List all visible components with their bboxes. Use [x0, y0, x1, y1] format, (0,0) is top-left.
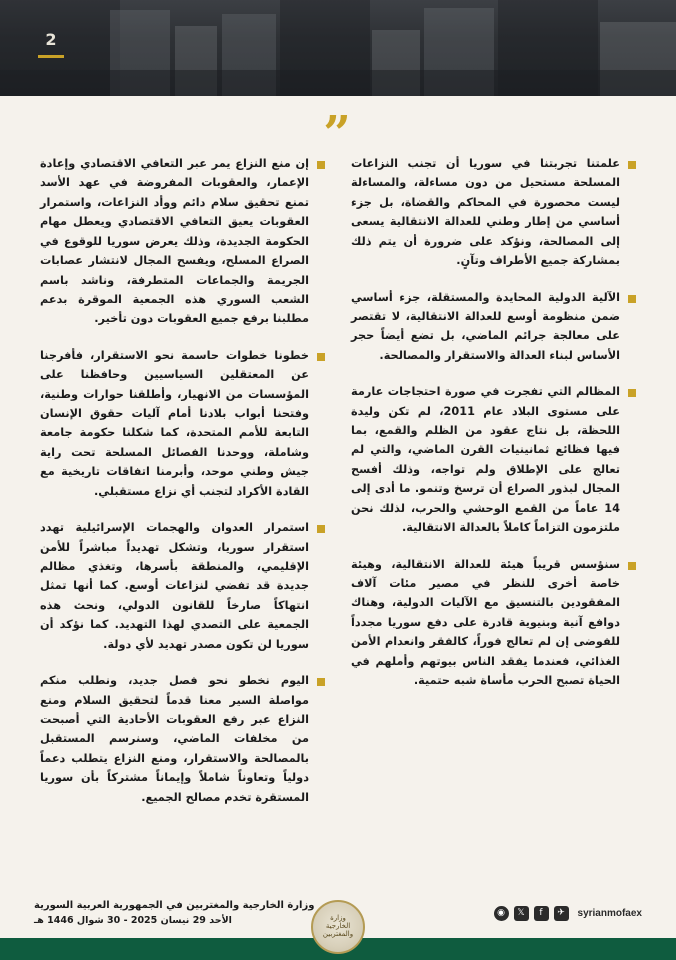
bullet-square-icon [628, 295, 636, 303]
ministry-emblem-wrapper [311, 900, 365, 954]
bullet-square-icon [317, 353, 325, 361]
body-columns [0, 144, 676, 882]
paragraph [351, 154, 636, 271]
paragraph-text: اليوم نخطو نحو فصل جديد، ونطلب منكم مواصلة السير معنا قدماً لتحقيق السلام ومنع النزاع عبر رفع العقوبات الأحادية التي أصبحت من مخلفات الماضي، وسنرسم المستقبل بالمصالحة والاستقرار، ومنع النزاع يتطلب دعماً دولياً وتعاوناً شاملاً وإيماناً مشتركاً بأن سوريا المستقرة تخدم مصالح الجميع. [40, 674, 309, 804]
paragraph [351, 288, 636, 366]
quote-mark-icon: ” [323, 106, 353, 162]
paragraph-text: خطونا خطوات حاسمة نحو الاستقرار، فأفرجنا عن المعتقلين السياسيين وحافظنا على المؤسسات من الانهيار، وأطلقنا حوارات وطنية، وفتحنا أبواب بلادنا أمام آليات حقوق الإنسان التابعة للأمم المتحدة، كما شكلنا حكومة جامعة وشاملة، ووحدنا الفصائل المسلحة تحت راية جيش وطني موحد، وأبرمنا اتفاقات تاريخية مع القادة الأكراد لتجنب أي نزاع مستقبلي. [40, 348, 309, 498]
social-handle: syrianmofaex [577, 907, 642, 919]
bullet-square-icon [317, 161, 325, 169]
quote-mark-wrapper [0, 106, 676, 162]
publication-date: الأحد 29 نيسان 2025 - 30 شوال 1446 هـ [34, 915, 232, 926]
column-left [40, 154, 325, 882]
bullet-square-icon [317, 678, 325, 686]
page-footer [0, 882, 676, 960]
ministry-emblem-icon: وزارة الخارجية والمغتربين [311, 900, 365, 954]
instagram-icon[interactable]: ◉ [494, 906, 509, 921]
x-icon[interactable]: 𝕏 [514, 906, 529, 921]
facebook-icon[interactable]: f [534, 906, 549, 921]
bullet-square-icon [628, 389, 636, 397]
column-right [351, 154, 636, 882]
paragraph [351, 382, 636, 537]
paragraph [40, 671, 325, 807]
bullet-square-icon [317, 525, 325, 533]
bullet-square-icon [628, 161, 636, 169]
telegram-icon[interactable]: ✈ [554, 906, 569, 921]
paragraph [40, 154, 325, 329]
paragraph [40, 346, 325, 501]
header-image-band [0, 0, 676, 96]
page-number-underline [38, 55, 64, 58]
ministry-info [34, 900, 314, 926]
paragraph-text: الآلية الدولية المحايدة والمستقلة، جزء أساسي ضمن منظومة أوسع للعدالة الانتقالية، لا تقتصر على معالجة جرائم الماضي، بل تضع أيضاً حجر الأساس لبناء العدالة والاستقرار والمصالحة. [351, 290, 620, 362]
paragraph-text: إن منع النزاع يمر عبر التعافي الاقتصادي وإعادة الإعمار، والعقوبات المفروضة في عهد الأسد تمنع تحقيق سلام دائم ووأد النزاعات، واستمرار العقوبات يعيق التعافي الاقتصادي ويعطل مهام الحكومة الجديدة، وذلك يعرض سوريا للوقوع في الصراع المسلح، ويفسح المجال لانتشار عصابات الجريمة والجماعات المتطرفة، وناشد باسم الشعب السوري هذه الجمعية الموقرة بدعم مطلبنا برفع جميع العقوبات دون تأخير. [40, 157, 309, 326]
paragraph [40, 518, 325, 654]
paragraph-text: المظالم التي تفجرت في صورة احتجاجات عارمة على مستوى البلاد عام 2011، لم تكن وليدة اللحظة، بل نتاج عقود من الظلم والقمع، بما فيها فظائع ثمانينيات القرن الماضي، والتي لم تعالج على الإطلاق ولم تواجه، وذلك أفسح المجال لبذور الصراع أن ترسخ وتنمو. ما أدى إلى 14 عاماً من القمع الوحشي والحرب، لذلك نحن ملتزمون التزاماً كاملاً بالعدالة الانتقالية. [351, 385, 620, 535]
paragraph [351, 555, 636, 691]
ministry-name: وزارة الخارجية والمغتربين في الجمهورية العربية السورية [34, 900, 315, 911]
page-number: 2 [38, 30, 64, 58]
paragraph-text: سنؤسس قريباً هيئة للعدالة الانتقالية، وهيئة خاصة أخرى للنظر في مصير مئات آلاف المفقودين بالتنسيق مع الآليات الدولية، وهناك دوافع آنية وبنيوية قادرة على دفع سوريا مجدداً للفوضى إن لم تعالج فوراً، كالفقر وانعدام الأمن الغذائي، فعندما يفقد الناس بيوتهم وأملهم في الحياة تصبح الحرب مأساة شبه حتمية. [351, 557, 620, 688]
header-photo-shapes [0, 0, 676, 96]
bullet-square-icon [628, 562, 636, 570]
paragraph-text: استمرار العدوان والهجمات الإسرائيلية تهدد استقرار سوريا، وتشكل تهديداً مباشراً للأمن الإقليمي، والمنطقة بأسرها، وتغذي مظالم جديدة قد تفضي لنزاعات أوسع. كما أنها تمثل انتهاكاً صارخاً للقانون الدولي، ونحث هذه الجمعية على التصدي لهذا التهديد. كما نؤكد أن سوريا لن تكون مصدر تهديد لأي دولة. [40, 521, 309, 651]
paragraph-text: علمتنا تجربتنا في سوريا أن تجنب النزاعات المسلحة مستحيل من دون مساءلة، والمساءلة ليست محصورة في المحاكم والقضاة، بل جزء أساسي من إطار وطني للعدالة الانتقالية يسعى إلى المصالحة، ونؤكد على ضرورة أن يتم ذلك بمشاركة جميع الأطراف وتآنٍ. [351, 157, 620, 268]
social-links[interactable] [494, 906, 642, 921]
